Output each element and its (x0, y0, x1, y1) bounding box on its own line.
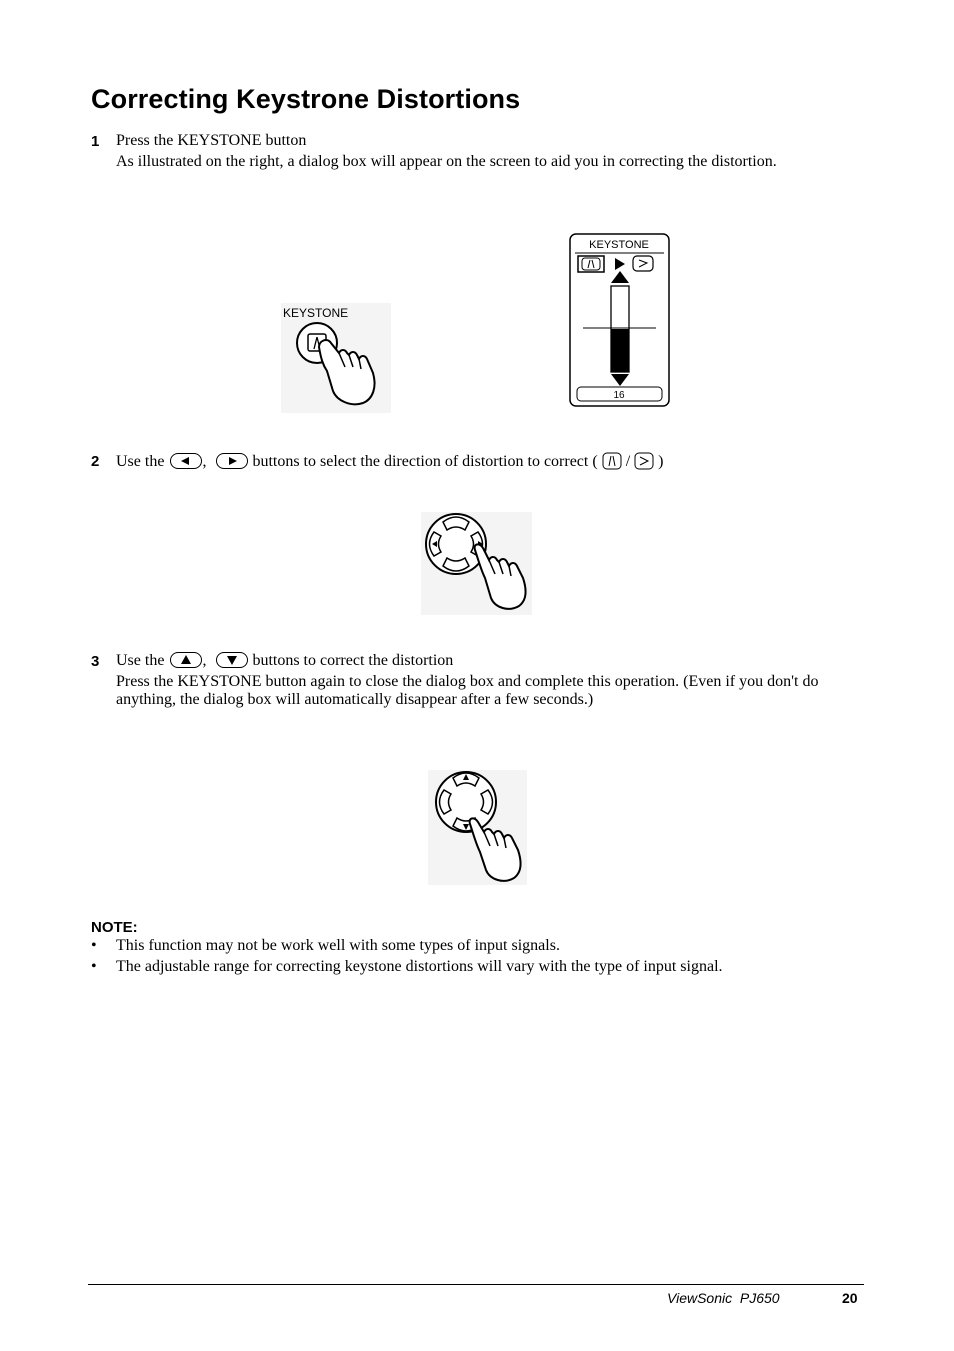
note-item-1: This function may not be work well with some types of input signals. (116, 937, 560, 954)
dialog-value: 16 (613, 390, 625, 401)
right-button-icon (216, 453, 248, 469)
step-2-close-paren: ) (658, 453, 664, 470)
step-1-description: As illustrated on the right, a dialog box will appear on the screen to aid you in correcting the distortion. (116, 153, 777, 170)
step-3-line (116, 652, 453, 670)
keystone-press-hand-icon (281, 303, 391, 413)
step-3-text-before: Use the (116, 652, 165, 669)
arrow-pad-hand-icon (428, 770, 527, 885)
keystone-dialog (569, 233, 670, 407)
step-2-slash: / (625, 453, 631, 470)
keystone-side-narrow-icon (634, 452, 654, 470)
note-heading: NOTE: (91, 919, 138, 936)
keystone-top-narrow-icon (578, 256, 604, 272)
page-number: 20 (842, 1290, 858, 1306)
step-2-number: 2 (91, 453, 100, 470)
arrow-pad-hand-icon (421, 512, 532, 615)
remote-keystone-label: KEYSTONE (283, 306, 349, 320)
step-2-text-before: Use the (116, 453, 165, 470)
keystone-press-illustration (281, 303, 391, 413)
step-3-comma: , (202, 652, 207, 669)
step-1-text: Press the KEYSTONE button (116, 132, 307, 149)
note-bullet: • (91, 937, 97, 954)
left-right-pad-illustration (421, 512, 532, 615)
page-title: Correcting Keystrone Distortions (91, 84, 521, 114)
note-bullet: • (91, 958, 97, 975)
dialog-title: KEYSTONE (589, 239, 649, 251)
keystone-top-narrow-icon (602, 452, 622, 470)
footer-rule (88, 1284, 864, 1285)
footer-product: ViewSonic PJ650 (667, 1290, 780, 1306)
step-2-line (116, 452, 663, 471)
down-button-icon (216, 652, 248, 668)
step-1-number: 1 (91, 133, 100, 150)
keystone-slider-fill (611, 329, 629, 372)
step-2-text-after: buttons to select the direction of distortion to correct ( (252, 453, 598, 470)
step-2-comma: , (202, 453, 207, 470)
left-button-icon (170, 453, 202, 469)
keystone-dialog-illustration (569, 233, 670, 407)
up-button-icon (170, 652, 202, 668)
step-3-detail: Press the KEYSTONE button again to close the dialog box and complete this operation. (Even if you don't do anything, the dialog box will automatically disappear after a few seconds.) (116, 673, 819, 708)
up-down-pad-illustration (428, 770, 527, 885)
note-item-2: The adjustable range for correcting keystone distortions will vary with the type of input signal. (116, 958, 723, 975)
step-3-text-after: buttons to correct the distortion (252, 652, 454, 669)
step-3-number: 3 (91, 653, 100, 670)
